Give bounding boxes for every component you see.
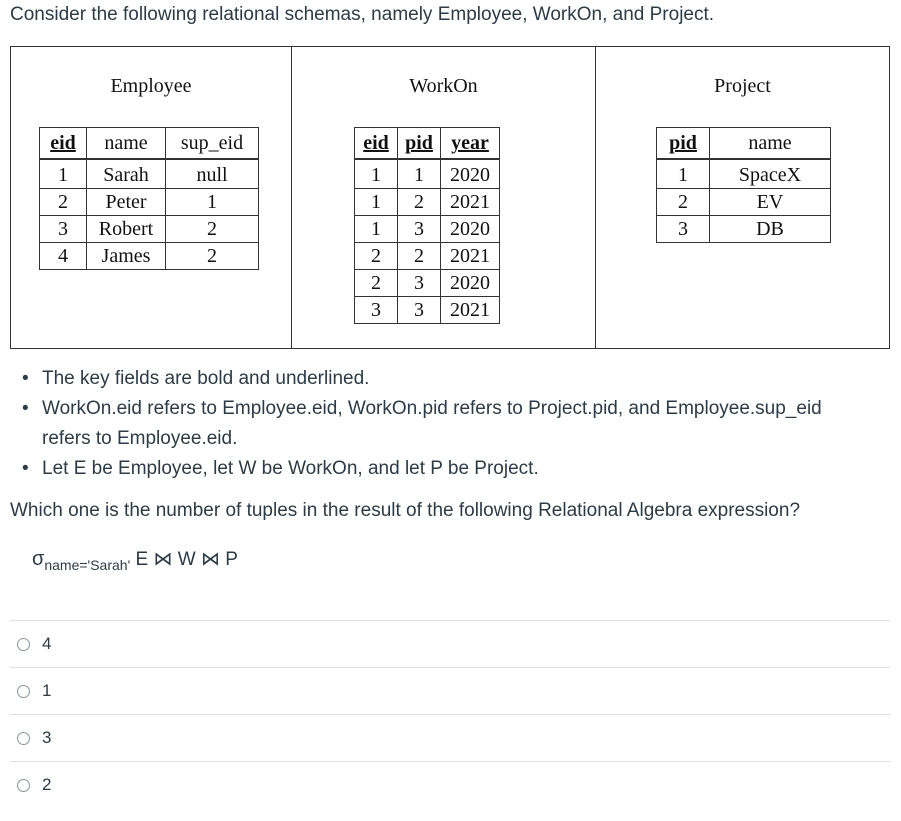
table-cell: DB (710, 216, 831, 243)
table-row (40, 189, 259, 216)
selection-condition: name='Sarah' (44, 557, 131, 573)
table-header: eid (355, 128, 398, 160)
table-cell: Sarah (87, 159, 166, 189)
relational-expression (32, 548, 238, 573)
table-cell: 2 (355, 270, 398, 297)
option-label: 2 (42, 775, 52, 794)
sigma-symbol: σ (32, 548, 45, 570)
table-row (657, 216, 831, 243)
table-cell: null (166, 159, 259, 189)
table-cell: Robert (87, 216, 166, 243)
table-row (40, 159, 259, 189)
list-item: • The key fields are bold and underlined. (22, 364, 872, 394)
table-cell: 3 (398, 270, 441, 297)
table-header: pid (657, 128, 710, 160)
table-cell: 2021 (441, 243, 500, 270)
table-row (40, 216, 259, 243)
table-row (355, 216, 500, 243)
table-cell: James (87, 243, 166, 270)
table-row (355, 159, 500, 189)
table-header: name (87, 128, 166, 160)
radio-button[interactable] (17, 685, 30, 698)
table-row (355, 270, 500, 297)
table-cell: 1 (355, 189, 398, 216)
table-header: pid (398, 128, 441, 160)
project-title: Project (714, 75, 771, 97)
radio-button[interactable] (17, 638, 30, 651)
table-cell: 2 (40, 189, 87, 216)
table-cell: EV (710, 189, 831, 216)
table-cell: 4 (40, 243, 87, 270)
answer-option[interactable] (10, 620, 890, 667)
table-cell: 2 (166, 243, 259, 270)
table-cell: 2 (657, 189, 710, 216)
table-row (355, 297, 500, 324)
table-cell: 2020 (441, 270, 500, 297)
list-item: • WorkOn.eid refers to Employee.eid, WorkOn.pid refers to Project.pid, and Employee.sup_eid refers to Employee.eid. (22, 394, 872, 454)
table-cell: 1 (657, 159, 710, 189)
table-cell: 3 (398, 297, 441, 324)
question-text: Which one is the number of tuples in the result of the following Relational Algebra expression? (10, 500, 801, 521)
table-cell: 1 (398, 159, 441, 189)
table-row (657, 189, 831, 216)
option-label: 4 (42, 634, 52, 653)
answer-options (10, 620, 890, 808)
radio-button[interactable] (17, 779, 30, 792)
workon-table (354, 127, 500, 324)
answer-option[interactable] (10, 714, 890, 761)
workon-title: WorkOn (409, 75, 478, 97)
table-cell: 2020 (441, 159, 500, 189)
table-cell: 1 (166, 189, 259, 216)
list-item: • Let E be Employee, let W be WorkOn, and let P be Project. (22, 454, 872, 484)
table-cell: 1 (355, 159, 398, 189)
join-expression: E ⋈ W ⋈ P (130, 549, 238, 570)
table-cell: 2 (166, 216, 259, 243)
table-row (355, 189, 500, 216)
table-cell: SpaceX (710, 159, 831, 189)
answer-option[interactable] (10, 667, 890, 714)
table-cell: 1 (355, 216, 398, 243)
table-row (355, 243, 500, 270)
workon-panel (291, 47, 595, 348)
table-cell: 3 (355, 297, 398, 324)
employee-table (39, 127, 259, 270)
radio-button[interactable] (17, 732, 30, 745)
table-cell: 2 (398, 243, 441, 270)
table-cell: 2021 (441, 189, 500, 216)
project-panel (595, 47, 889, 348)
table-header: eid (40, 128, 87, 160)
table-cell: 2020 (441, 216, 500, 243)
project-table (656, 127, 831, 243)
notes-list (22, 364, 872, 484)
table-cell: 3 (398, 216, 441, 243)
table-row (657, 159, 831, 189)
table-header: name (710, 128, 831, 160)
table-cell: Peter (87, 189, 166, 216)
employee-title: Employee (110, 75, 192, 97)
schema-figure (10, 46, 890, 349)
table-cell: 2021 (441, 297, 500, 324)
table-header: year (441, 128, 500, 160)
table-cell: 1 (40, 159, 87, 189)
table-cell: 3 (40, 216, 87, 243)
option-label: 1 (42, 681, 52, 700)
table-cell: 2 (398, 189, 441, 216)
question-intro: Consider the following relational schemas, namely Employee, WorkOn, and Project. (10, 4, 715, 25)
employee-panel (11, 47, 291, 348)
table-row (40, 243, 259, 270)
answer-option[interactable] (10, 761, 890, 808)
option-label: 3 (42, 728, 52, 747)
table-cell: 3 (657, 216, 710, 243)
table-header: sup_eid (166, 128, 259, 160)
table-cell: 2 (355, 243, 398, 270)
